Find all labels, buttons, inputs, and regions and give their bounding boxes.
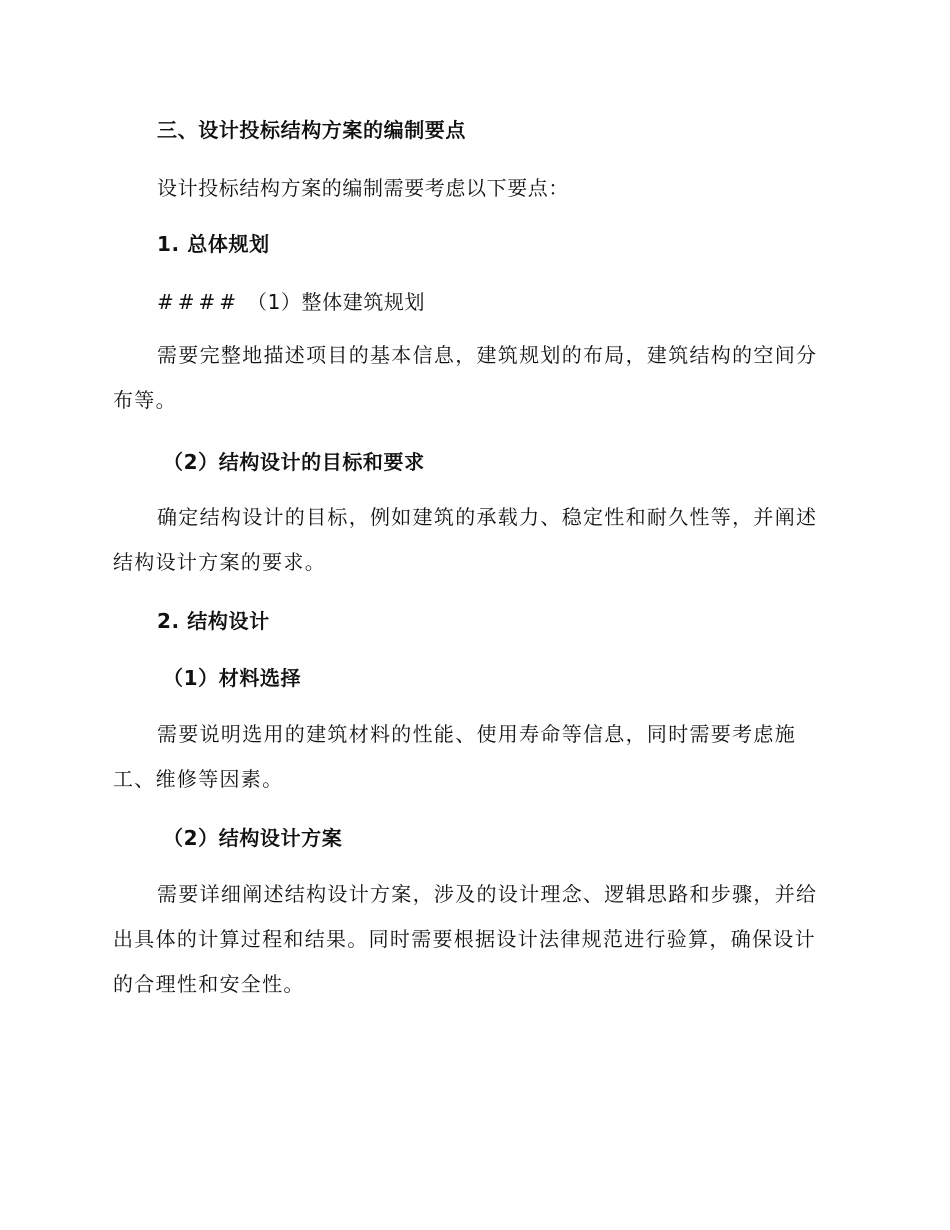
part1-heading: 1. 总体规划 [157,232,270,256]
part1-sub2-body: 确定结构设计的目标，例如建筑的承载力、稳定性和耐久性等，并阐述结构设计方案的要求。 [113,505,818,574]
part1-sub1-title: （1）整体建筑规划 [247,290,426,314]
hash-prefix: #### [157,290,241,314]
part1-sub1-heading [157,290,835,314]
part2-sub1-heading: （1）材料选择 [163,666,302,690]
intro-text: 设计投标结构方案的编制需要考虑以下要点： [157,176,569,200]
part2-sub2-body: 需要详细阐述结构设计方案，涉及的设计理念、逻辑思路和步骤，并给出具体的计算过程和结果。同时需要根据设计法律规范进行验算，确保设计的合理性和安全性。 [113,882,818,996]
section-title: 三、设计投标结构方案的编制要点 [157,118,466,142]
part1-sub1-body: 需要完整地描述项目的基本信息，建筑规划的布局，建筑结构的空间分布等。 [113,343,818,412]
part2-heading: 2. 结构设计 [157,609,270,633]
part2-sub1-body: 需要说明选用的建筑材料的性能、使用寿命等信息，同时需要考虑施工、维修等因素。 [113,722,796,791]
part1-sub2-heading: （2）结构设计的目标和要求 [163,450,425,474]
part2-sub2-heading: （2）结构设计方案 [163,826,343,850]
